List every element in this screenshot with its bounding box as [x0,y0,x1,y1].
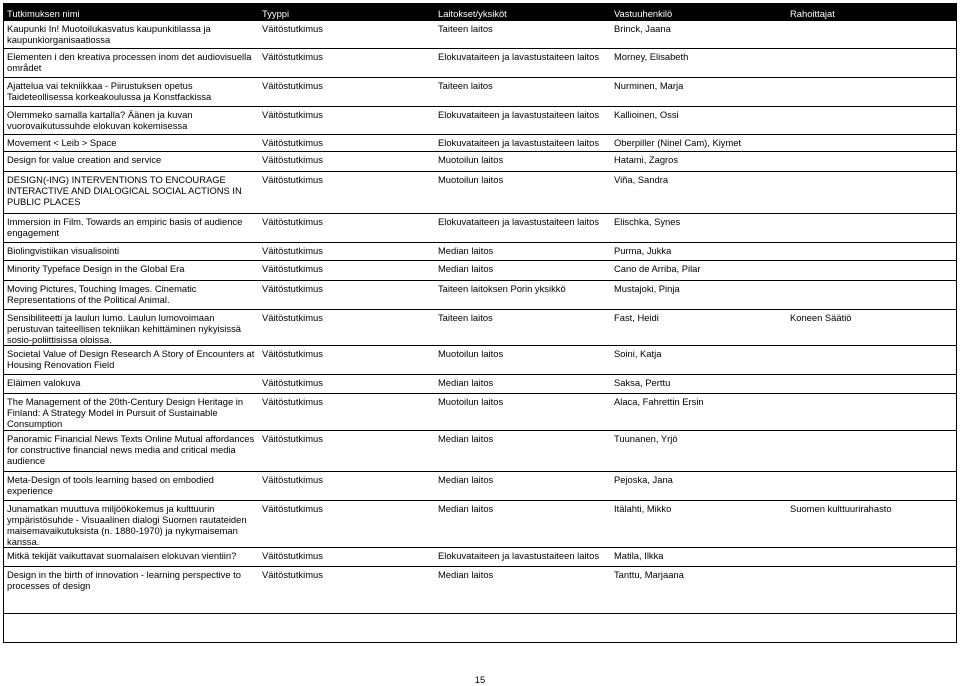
cell-title: The Management of the 20th-Century Design Heritage in Finland: A Strategy Model in Pursuit of Sustainable Consumption [7,395,244,429]
cell-title: Minority Typeface Design in the Global Era [7,262,185,274]
research-table [4,4,956,614]
cell-responsible: Alaca, Fahrettin Ersin [614,395,704,407]
table-row [4,134,956,151]
cell-type: Väitöstutkimus [262,50,323,62]
cell-responsible: Mustajoki, Pinja [614,282,680,294]
cell-type: Väitöstutkimus [262,376,323,388]
cell-responsible: Tuunanen, Yrjö [614,432,678,444]
cell-responsible: Soini, Katja [614,347,662,359]
cell-type: Väitöstutkimus [262,502,323,514]
cell-type: Väitöstutkimus [262,568,323,580]
header-rahoittajat: Rahoittajat [787,4,956,21]
cell-responsible: Pejoska, Jana [614,473,673,485]
cell-title: Movement < Leib > Space [7,136,117,148]
cell-type: Väitöstutkimus [262,473,323,485]
table-row [4,21,956,48]
cell-department: Median laitos [438,502,494,514]
cell-funder [787,471,956,500]
table-row [4,500,956,547]
table-header-row [4,4,956,21]
report-table-frame [3,3,957,643]
cell-title: Kaupunki In! Muotoilukasvatus kaupunkitilassa ja kaupunkiorganisaatiossa [7,23,211,45]
cell-type: Väitöstutkimus [262,136,323,148]
cell-department: Elokuvataiteen ja lavastustaiteen laitos [438,215,600,227]
cell-responsible: Hatami, Zagros [614,153,679,165]
table-row [4,260,956,280]
header-tyyppi: Tyyppi [259,4,435,21]
cell-title: Eläimen valokuva [7,376,81,388]
cell-responsible: Fast, Heidi [614,311,659,323]
cell-funder [787,260,956,280]
cell-department: Elokuvataiteen ja lavastustaiteen laitos [438,136,600,148]
cell-responsible: Purma, Jukka [614,244,672,256]
cell-responsible: Oberpiller (Ninel Cam), Kiymet [614,136,742,148]
cell-type: Väitöstutkimus [262,173,323,185]
cell-type: Väitöstutkimus [262,244,323,256]
cell-responsible: Kallioinen, Ossi [614,108,679,120]
table-row [4,280,956,309]
cell-funder [787,21,956,48]
table-row [4,566,956,613]
cell-funder [787,171,956,213]
cell-responsible: Morney, Elisabeth [614,50,689,62]
cell-funder [787,280,956,309]
header-vastuuhenkilo: Vastuuhenkilö [611,4,787,21]
cell-type: Väitöstutkimus [262,153,323,165]
cell-funder: Koneen Säätiö [790,311,852,323]
cell-title: Societal Value of Design Research A Story of Encounters at Housing Renovation Field [7,347,255,370]
cell-title: Sensibiliteetti ja laulun lumo. Laulun lumovoimaan perustuvan taiteellisen tekniikan kehittäminen nykyisissä sosio-poliittisissa oloissa. [7,311,241,345]
cell-department: Taiteen laitos [438,311,493,323]
cell-title: DESIGN(-ING) INTERVENTIONS TO ENCOURAGE INTERACTIVE AND DIALOGICAL SOCIAL ACTIONS IN PUBLIC PLACES [7,173,242,207]
table-row [4,374,956,393]
table-row [4,213,956,242]
cell-funder [787,547,956,566]
cell-type: Väitöstutkimus [262,347,323,359]
cell-department: Muotoilun laitos [438,153,504,165]
cell-type: Väitöstutkimus [262,79,323,91]
cell-type: Väitöstutkimus [262,282,323,294]
cell-department: Median laitos [438,568,494,580]
cell-type: Väitöstutkimus [262,311,323,323]
cell-responsible: Itälahti, Mikko [614,502,672,514]
cell-department: Median laitos [438,473,494,485]
cell-title: Design in the birth of innovation - learning perspective to processes of design [7,568,241,591]
cell-type: Väitöstutkimus [262,432,323,444]
table-row [4,430,956,471]
cell-type: Väitöstutkimus [262,23,323,34]
cell-type: Väitöstutkimus [262,262,323,274]
cell-department: Median laitos [438,376,494,388]
cell-department: Taiteen laitoksen Porin yksikkö [438,282,566,294]
table-row [4,106,956,134]
header-tutkimuksen-nimi: Tutkimuksen nimi [4,4,259,21]
table-row [4,151,956,171]
cell-responsible: Elischka, Synes [614,215,681,227]
cell-funder [787,566,956,613]
cell-type: Väitöstutkimus [262,108,323,120]
cell-department: Elokuvataiteen ja lavastustaiteen laitos [438,108,600,120]
cell-title: Elementen i den kreativa processen inom det audiovisuella området [7,50,252,73]
cell-department: Muotoilun laitos [438,347,504,359]
cell-title: Olemmeko samalla kartalla? Äänen ja kuvan vuorovaikutussuhde elokuvan kokemisessa [7,108,193,131]
cell-title: Mitkä tekijät vaikuttavat suomalaisen elokuvan vientiin? [7,549,237,561]
cell-title: Panoramic Financial News Texts Online Mutual affordances for constructive financial news media and critical media audience [7,432,255,466]
cell-department: Median laitos [438,262,494,274]
cell-department: Muotoilun laitos [438,173,504,185]
cell-responsible: Cano de Arriba, Pilar [614,262,701,274]
table-row [4,171,956,213]
cell-responsible: Viña, Sandra [614,173,669,185]
table-row [4,242,956,260]
cell-department: Median laitos [438,432,494,444]
table-row [4,309,956,345]
table-row [4,77,956,106]
table-row [4,393,956,430]
cell-funder: Suomen kulttuurirahasto [790,502,892,514]
cell-responsible: Tanttu, Marjaana [614,568,684,580]
cell-funder [787,134,956,151]
cell-funder [787,374,956,393]
header-laitokset: Laitokset/yksiköt [435,4,611,21]
cell-funder [787,77,956,106]
cell-department: Muotoilun laitos [438,395,504,407]
page-number: 15 [474,674,486,685]
cell-title: Meta-Design of tools learning based on embodied experience [7,473,214,496]
cell-responsible: Nurminen, Marja [614,79,684,91]
cell-title: Moving Pictures, Touching Images. Cinematic Representations of the Political Animal. [7,282,197,305]
table-row [4,547,956,566]
cell-type: Väitöstutkimus [262,549,323,561]
cell-funder [787,48,956,77]
cell-title: Ajattelua vai tekniikkaa - Piirustuksen opetus Taideteollisessa korkeakoulussa ja Konstfackissa [7,79,212,102]
cell-funder [787,242,956,260]
cell-title: Immersion in Film. Towards an empiric basis of audience engagement [7,215,243,238]
cell-type: Väitöstutkimus [262,215,323,227]
cell-department: Taiteen laitos [438,79,493,91]
cell-funder [787,345,956,374]
cell-funder [787,213,956,242]
cell-type: Väitöstutkimus [262,395,323,407]
cell-responsible: Matila, Ilkka [614,549,664,561]
table-row [4,48,956,77]
cell-department: Taiteen laitos [438,23,493,34]
cell-funder [787,393,956,430]
cell-responsible: Brinck, Jaana [614,23,671,34]
cell-funder [787,430,956,471]
cell-department: Median laitos [438,244,494,256]
table-row [4,345,956,374]
cell-funder [787,151,956,171]
table-row [4,471,956,500]
cell-funder [787,106,956,134]
cell-department: Elokuvataiteen ja lavastustaiteen laitos [438,50,600,62]
cell-responsible: Saksa, Perttu [614,376,671,388]
cell-title: Junamatkan muuttuva miljöökokemus ja kulttuurin ympäristösuhde - Visuaalinen dialogi Suomen rautateiden maisemavaikutuksista (n. 1880-1970) ja nykymaiseman kanssa. [7,502,247,547]
cell-title: Biolingvistiikan visualisointi [7,244,120,256]
cell-title: Design for value creation and service [7,153,162,165]
cell-department: Elokuvataiteen ja lavastustaiteen laitos [438,549,600,561]
